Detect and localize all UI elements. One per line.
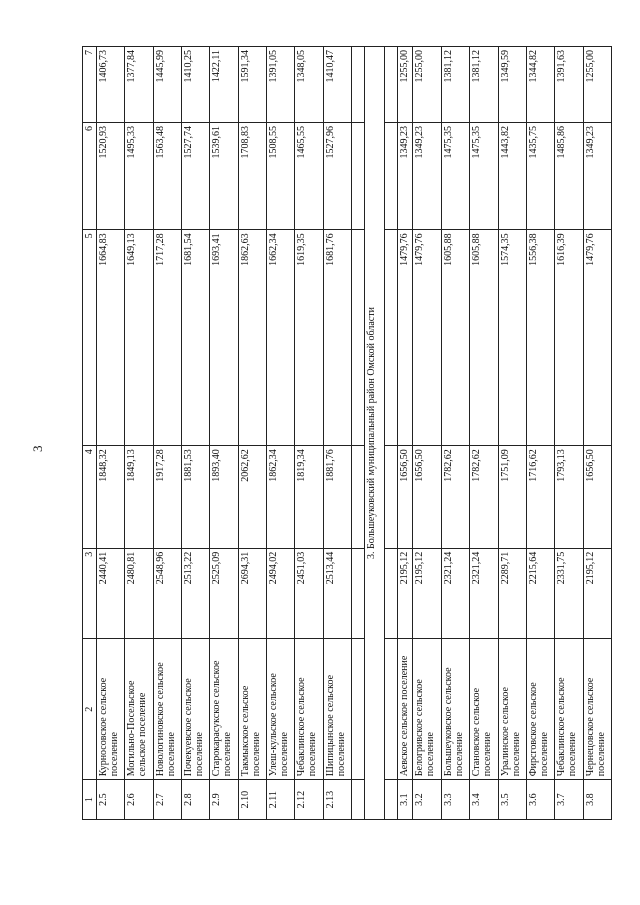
table-row xyxy=(470,47,498,820)
row-number: 3.4 xyxy=(470,780,498,820)
value-col-5: 1616,39 xyxy=(555,230,583,446)
value-col-4: 1917,28 xyxy=(153,446,181,549)
page-number: 3 xyxy=(30,445,45,452)
settlement-name: Курносовское сельское поселение xyxy=(97,639,125,780)
value-col-3: 2694,31 xyxy=(238,548,266,638)
header-col-5: 5 xyxy=(83,230,97,446)
table-row xyxy=(441,47,469,820)
value-col-6: 1465,55 xyxy=(295,123,323,230)
settlement-name: Уралинское сельское поселение xyxy=(498,639,526,780)
value-col-4: 1751,09 xyxy=(498,446,526,549)
header-col-2: 2 xyxy=(83,639,97,780)
value-col-5: 1605,88 xyxy=(441,230,469,446)
row-number: 3.1 xyxy=(397,780,413,820)
value-col-6: 1708,83 xyxy=(238,123,266,230)
value-col-6: 1563,48 xyxy=(153,123,181,230)
value-col-4: 1656,50 xyxy=(413,446,441,549)
value-col-3: 2494,02 xyxy=(267,548,295,638)
header-col-3: 3 xyxy=(83,548,97,638)
empty-row xyxy=(352,47,365,820)
header-col-7: 7 xyxy=(83,47,97,123)
settlement-name: Новологиновское сельское поселение xyxy=(153,639,181,780)
settlement-name: Становское сельское поселение xyxy=(470,639,498,780)
table-row xyxy=(238,47,266,820)
table-row xyxy=(498,47,526,820)
value-col-5: 1664,83 xyxy=(97,230,125,446)
header-row xyxy=(83,47,97,820)
value-col-3: 2513,22 xyxy=(182,548,210,638)
row-number: 2.13 xyxy=(323,780,351,820)
value-col-6: 1349,23 xyxy=(583,123,611,230)
value-col-3: 2195,12 xyxy=(397,548,413,638)
value-col-3: 2440,41 xyxy=(97,548,125,638)
value-col-5: 1479,76 xyxy=(413,230,441,446)
row-number: 3.8 xyxy=(583,780,611,820)
value-col-6: 1485,86 xyxy=(555,123,583,230)
table-row xyxy=(323,47,351,820)
table-row xyxy=(267,47,295,820)
value-col-6: 1349,23 xyxy=(397,123,413,230)
row-number: 3.3 xyxy=(441,780,469,820)
value-col-4: 1881,76 xyxy=(323,446,351,549)
row-number: 2.9 xyxy=(210,780,238,820)
value-col-6: 1520,93 xyxy=(97,123,125,230)
header-col-6: 6 xyxy=(83,123,97,230)
value-col-3: 2289,71 xyxy=(498,548,526,638)
settlement-name: Чебаклинское сельское поселение xyxy=(295,639,323,780)
value-col-4: 1782,62 xyxy=(441,446,469,549)
settlement-name: Шипицынское сельское поселение xyxy=(323,639,351,780)
value-col-4: 1782,62 xyxy=(470,446,498,549)
table-row xyxy=(210,47,238,820)
value-col-7: 1348,05 xyxy=(295,47,323,123)
settlement-name: Большеуковское сельское поселение xyxy=(441,639,469,780)
value-col-7: 1377,84 xyxy=(125,47,153,123)
settlement-name: Чернецовское сельское поселение xyxy=(583,639,611,780)
value-col-5: 1619,35 xyxy=(295,230,323,446)
value-col-4: 1656,50 xyxy=(397,446,413,549)
value-col-4: 1881,53 xyxy=(182,446,210,549)
table-row xyxy=(526,47,554,820)
value-col-7: 1255,00 xyxy=(583,47,611,123)
value-col-7: 1381,12 xyxy=(441,47,469,123)
value-col-4: 1862,34 xyxy=(267,446,295,549)
value-col-3: 2548,96 xyxy=(153,548,181,638)
value-col-4: 1848,32 xyxy=(97,446,125,549)
table-row xyxy=(153,47,181,820)
value-col-4: 1849,13 xyxy=(125,446,153,549)
value-col-3: 2195,12 xyxy=(413,548,441,638)
row-number: 3.5 xyxy=(498,780,526,820)
value-col-6: 1508,55 xyxy=(267,123,295,230)
value-col-4: 1893,40 xyxy=(210,446,238,549)
header-col-4: 4 xyxy=(83,446,97,549)
value-col-5: 1681,54 xyxy=(182,230,210,446)
value-col-7: 1349,59 xyxy=(498,47,526,123)
settlement-name: Старокарасукское сельское поселение xyxy=(210,639,238,780)
value-col-5: 1681,76 xyxy=(323,230,351,446)
value-col-5: 1693,41 xyxy=(210,230,238,446)
settlement-name: Белогривское сельское поселение xyxy=(413,639,441,780)
value-col-6: 1495,33 xyxy=(125,123,153,230)
row-number: 2.10 xyxy=(238,780,266,820)
value-col-7: 1381,12 xyxy=(470,47,498,123)
row-number: 2.11 xyxy=(267,780,295,820)
table-row xyxy=(583,47,611,820)
value-col-3: 2513,44 xyxy=(323,548,351,638)
value-col-4: 1793,13 xyxy=(555,446,583,549)
value-col-6: 1527,74 xyxy=(182,123,210,230)
value-col-5: 1649,13 xyxy=(125,230,153,446)
row-number: 3.2 xyxy=(413,780,441,820)
settlement-name: Такмыкское сельское поселение xyxy=(238,639,266,780)
row-number: 2.7 xyxy=(153,780,181,820)
value-col-7: 1406,73 xyxy=(97,47,125,123)
section-title: 3. Большеуковский муниципальный район Омской области xyxy=(365,47,384,820)
table-row xyxy=(97,47,125,820)
value-col-4: 1656,50 xyxy=(583,446,611,549)
row-number: 2.8 xyxy=(182,780,210,820)
value-col-7: 1410,47 xyxy=(323,47,351,123)
value-col-3: 2451,03 xyxy=(295,548,323,638)
value-col-7: 1445,99 xyxy=(153,47,181,123)
value-col-6: 1527,96 xyxy=(323,123,351,230)
value-col-3: 2321,24 xyxy=(441,548,469,638)
table-row xyxy=(295,47,323,820)
settlement-name: Почекуевское сельское поселение xyxy=(182,639,210,780)
settlement-name: Могильно-Посельское сельское поселение xyxy=(125,639,153,780)
value-col-7: 1391,63 xyxy=(555,47,583,123)
value-col-5: 1479,76 xyxy=(397,230,413,446)
value-col-7: 1255,00 xyxy=(397,47,413,123)
table-body-district-3 xyxy=(397,47,611,820)
value-col-5: 1662,34 xyxy=(267,230,295,446)
row-number: 3.7 xyxy=(555,780,583,820)
value-col-5: 1717,28 xyxy=(153,230,181,446)
value-col-3: 2331,75 xyxy=(555,548,583,638)
value-col-3: 2525,09 xyxy=(210,548,238,638)
value-col-5: 1556,38 xyxy=(526,230,554,446)
section-row xyxy=(365,47,384,820)
settlement-name: Улеш-кульское сельское поселение xyxy=(267,639,295,780)
value-col-3: 2215,64 xyxy=(526,548,554,638)
value-col-7: 1391,05 xyxy=(267,47,295,123)
value-col-6: 1435,75 xyxy=(526,123,554,230)
value-col-6: 1475,35 xyxy=(470,123,498,230)
value-col-7: 1255,00 xyxy=(413,47,441,123)
value-col-3: 2195,12 xyxy=(583,548,611,638)
value-col-6: 1475,35 xyxy=(441,123,469,230)
value-col-4: 1716,62 xyxy=(526,446,554,549)
value-col-5: 1479,76 xyxy=(583,230,611,446)
row-number: 2.12 xyxy=(295,780,323,820)
table-row xyxy=(413,47,441,820)
value-col-6: 1349,23 xyxy=(413,123,441,230)
table-row xyxy=(125,47,153,820)
tariff-table xyxy=(82,46,612,820)
value-col-3: 2321,24 xyxy=(470,548,498,638)
value-col-5: 1862,63 xyxy=(238,230,266,446)
header-col-1: 1 xyxy=(83,780,97,820)
row-number: 3.6 xyxy=(526,780,554,820)
settlement-name: Чебаклинское сельское поселение xyxy=(555,639,583,780)
value-col-7: 1344,82 xyxy=(526,47,554,123)
table-section-divider xyxy=(352,47,397,820)
table-body-district-2 xyxy=(97,47,352,820)
value-col-7: 1591,34 xyxy=(238,47,266,123)
settlement-name: Фирсговское сельское поселение xyxy=(526,639,554,780)
empty-row xyxy=(384,47,397,820)
value-col-3: 2480,81 xyxy=(125,548,153,638)
value-col-7: 1410,25 xyxy=(182,47,210,123)
table-row xyxy=(555,47,583,820)
value-col-6: 1539,61 xyxy=(210,123,238,230)
table-row xyxy=(182,47,210,820)
row-number: 2.6 xyxy=(125,780,153,820)
value-col-4: 1819,34 xyxy=(295,446,323,549)
table-row xyxy=(397,47,413,820)
value-col-5: 1605,88 xyxy=(470,230,498,446)
value-col-6: 1443,82 xyxy=(498,123,526,230)
value-col-7: 1422,11 xyxy=(210,47,238,123)
value-col-4: 2062,62 xyxy=(238,446,266,549)
rotated-table-container xyxy=(82,46,612,820)
row-number: 2.5 xyxy=(97,780,125,820)
settlement-name: Аевское сельское поселение xyxy=(397,639,413,780)
value-col-5: 1574,35 xyxy=(498,230,526,446)
